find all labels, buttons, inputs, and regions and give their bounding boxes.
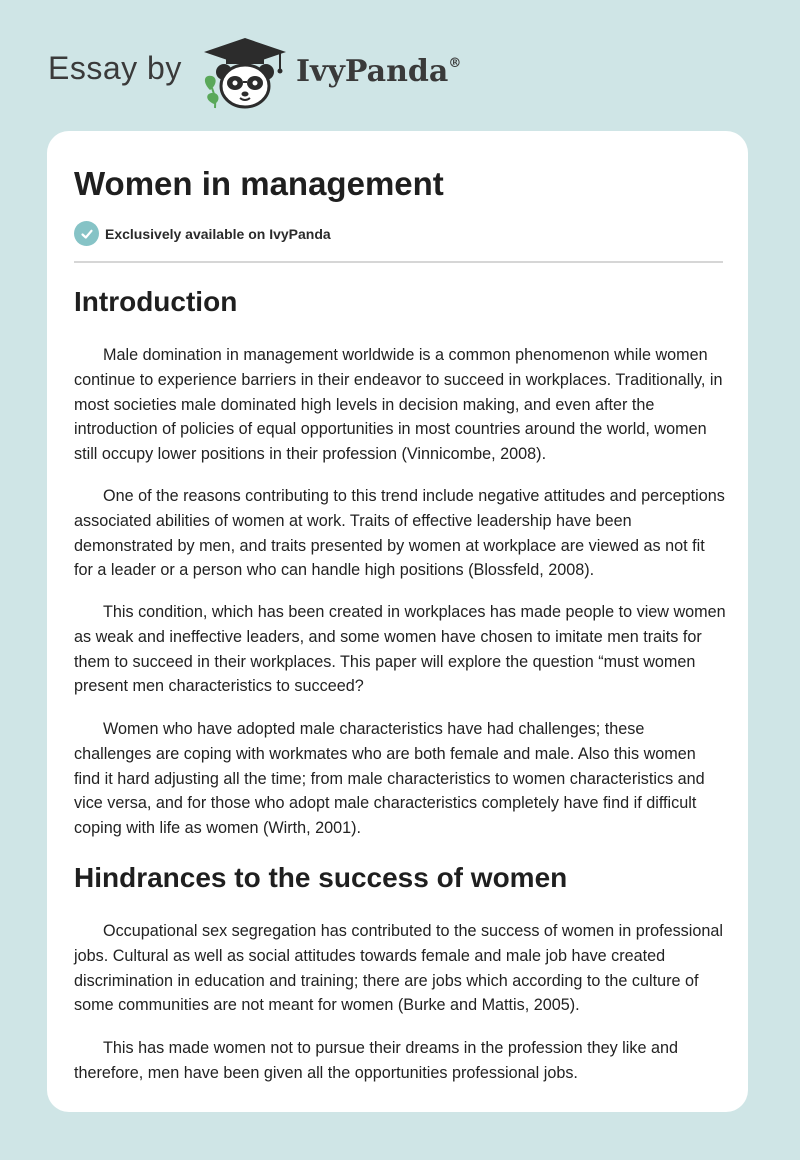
essay-card xyxy=(47,131,748,1112)
divider xyxy=(74,261,723,263)
section-heading-hindrances: Hindrances to the success of women xyxy=(74,862,568,893)
paragraph: Male domination in management worldwide is a common phenomenon while women continue to experience barriers in their endeavor to succeed in workplaces. Traditionally, in most societies male dominated high levels in decision making, and even after the introduction of policies of equal opportunities in most countries around the world, women still occupy lower positions in their profession (Vinnicombe, 2008). xyxy=(74,346,723,464)
exclusive-badge xyxy=(74,221,331,246)
essay-by-label: Essay by xyxy=(48,50,182,86)
checkmark-icon xyxy=(74,221,99,246)
paragraph: One of the reasons contributing to this trend include negative attitudes and perceptions associated abilities of women at work. Traits of effective leadership have been demonstrated by men, and traits presented by women at workplace are viewed as not fit for a leader or a person who can handle high positions (Blossfeld, 2008). xyxy=(74,487,725,580)
brand-name[interactable] xyxy=(296,54,461,89)
brand-label: IvyPanda xyxy=(296,54,449,89)
badge-label: Exclusively available on IvyPanda xyxy=(105,225,331,242)
paragraph: Women who have adopted male characteristics have had challenges; these challenges are coping with workmates who are both female and male. Also this women find it hard adjusting all the time; from male characteristics to women characteristics and vice versa, and for those who adopt male characteristics completely have find if difficult coping with life as women (Wirth, 2001). xyxy=(74,720,705,838)
site-header xyxy=(0,0,800,130)
registered-mark: ® xyxy=(448,56,462,71)
section-heading-introduction: Introduction xyxy=(74,286,238,317)
paragraph: Occupational sex segregation has contributed to the success of women in professional jobs. Cultural as well as social attitudes towards female and male job have created discrimination in education and training; there are jobs which according to the culture of some communities are not meant for women (Burke and Mattis, 2005). xyxy=(74,922,723,1015)
paragraph: This condition, which has been created in workplaces has made people to view women as weak and ineffective leaders, and some women have chosen to imitate men traits for them to succeed in their workplaces. This paper will explore the question “must women present men characteristics to succeed? xyxy=(74,603,726,696)
paragraph: This has made women not to pursue their dreams in the profession they like and therefore, men have been given all the opportunities professional jobs. xyxy=(74,1039,678,1082)
panda-graduation-cap-icon[interactable] xyxy=(200,36,290,110)
page-title: Women in management xyxy=(74,165,444,202)
